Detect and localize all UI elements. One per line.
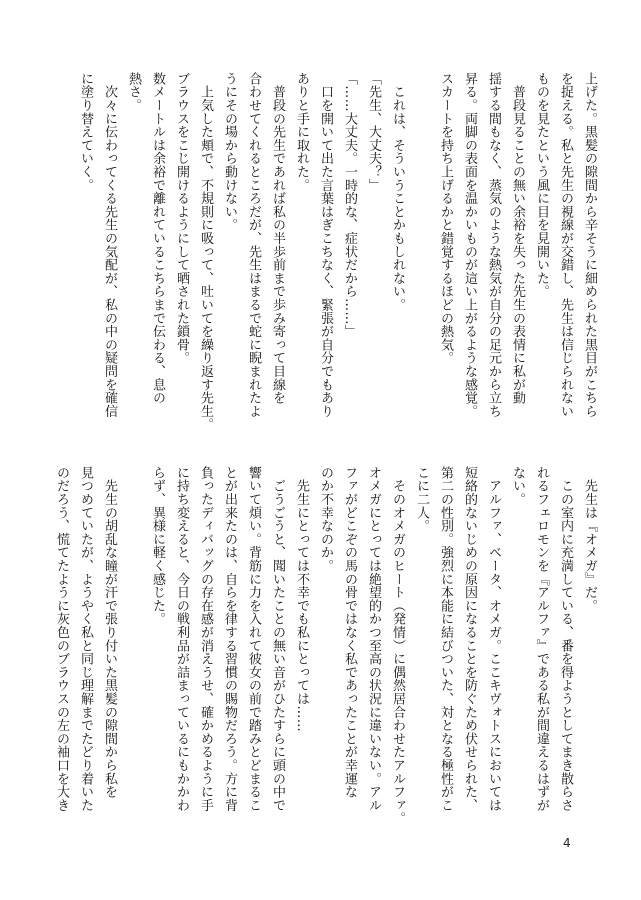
text-column: のか不幸なのか。 — [318, 466, 333, 573]
text-column: うにその場から動けない。 — [222, 72, 237, 232]
text-column: 響いて煩い。背筋に力を入れて彼女の前で踏みとどまるこ — [246, 466, 261, 812]
text-column: 普段の先生であれば私の半歩前まで歩み寄って目線を — [270, 72, 285, 405]
text-column: 先生の胡乱な瞳が汗で張り付いた黒髪の隙間から私を — [102, 466, 117, 799]
text-column: を捉える。私と先生の視線が交錯し、先生は信じられない — [558, 72, 573, 418]
text-column: こに二人。 — [414, 466, 429, 533]
text-column — [121, 466, 145, 806]
text-column: 昇る。両脚の表面を温かいものが這い上がるような感覚。 — [462, 72, 477, 418]
text-column: に塗り替えていく。 — [78, 72, 93, 192]
text-column: これは、そういうことかもしれない。 — [390, 72, 405, 312]
text-column: ごうごうと、聞いたことの無い音がひたすらに頭の中で — [270, 466, 285, 812]
lower-text-block — [49, 466, 601, 826]
text-column: 揺する間もなく、蒸気のような熱気が自分の足元から立ち — [486, 72, 501, 418]
text-column: 数メートルは余裕で離れているこちらまで伝わる、息の — [150, 72, 165, 405]
upper-text-block — [73, 72, 601, 432]
text-column: スカートを持ち上げるかと錯覚するほどの熱気。 — [438, 72, 453, 365]
text-column: 先生にとっては不幸でも私にとっては…… — [294, 466, 309, 732]
text-column: ブラウスをこじ開けるようにして晒された鎖骨。 — [174, 72, 189, 365]
text-column: 第二の性別。強烈に本能に結びついた、対となる極性がこ — [438, 466, 453, 812]
text-column: 普段見ることの無い余裕を失った先生の表情に私が動 — [510, 72, 525, 405]
text-column: 次々に伝わってくる先生の気配が、私の中の疑問を確信 — [102, 72, 117, 418]
text-column: 「先生、大丈夫？」 — [366, 72, 381, 192]
text-column: ものを見たという風に目を見開いた。 — [534, 72, 549, 299]
text-column: 熱さ。 — [126, 72, 141, 112]
text-column: オメガにとっては絶望的かつ至高の状況に違いない。アル — [366, 466, 381, 812]
text-column: アルファ、ベータ、オメガ。ここキヴォトスにおいては — [486, 466, 501, 812]
text-column: ありと手に取れた。 — [294, 72, 309, 192]
text-column: に持ち変えると、今日の戦利品が詰まっているにもかかわ — [174, 466, 189, 812]
text-column: 上気した頬で、不規則に吸って、吐いてを繰り返す先生。 — [198, 72, 213, 432]
text-column: とが出来たのは、自らを律する習慣の賜物だろう。方に背 — [222, 466, 237, 812]
text-column: らず、異様に軽く感じた。 — [150, 466, 165, 626]
text-column: れるフェロモンを『アルファ』である私が間違えるはずが — [534, 466, 549, 812]
text-column: この室内に充満している、番を得ようとしてまき散らさ — [558, 466, 573, 812]
text-column: のだろう、慌てたように灰色のブラウスの左の袖口を大き — [54, 466, 69, 812]
text-column — [409, 72, 433, 412]
text-column: ない。 — [510, 466, 525, 506]
page-number: 4 — [563, 836, 571, 850]
text-column: 「……大丈夫。一時的な、症状だから……」 — [342, 72, 357, 338]
text-column: そのオメガのヒート（発情）に偶然居合わせたアルファ。 — [390, 466, 405, 826]
text-column: 先生は『オメガ』だ。 — [582, 466, 597, 613]
text-column: ファがどこぞの馬の骨ではなく私であったことが幸運な — [342, 466, 357, 799]
text-column: 負ったディバッグの存在感が消えうせ、確かめるように手 — [198, 466, 213, 812]
text-column: 短絡的ないじめの原因になることを防ぐため伏せられた、 — [462, 466, 477, 812]
text-column: 上げた。黒髪の隙間から辛そうに細められた黒目がこちら — [582, 72, 597, 418]
text-column: 口を開いて出た言葉はぎこちなく、緊張が自分でもあり — [318, 72, 333, 418]
text-column: 合わせてくれるところだが、先生はまるで蛇に睨まれたよ — [246, 72, 261, 418]
text-column: 見つめていたが、ようやく私と同じ理解までたどり着いた — [78, 466, 93, 812]
